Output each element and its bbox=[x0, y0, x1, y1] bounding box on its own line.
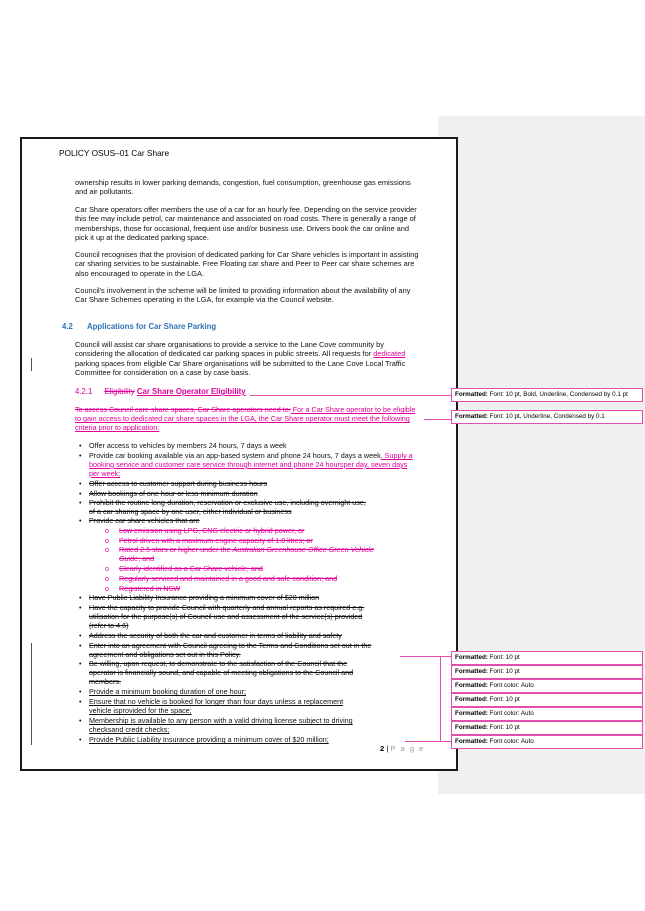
revision-connector bbox=[250, 395, 451, 396]
inserted-bullet-3: • Membership is available to any person with a valid driving license subject to driving bbox=[79, 716, 353, 725]
intro-inserted: For a Car Share operator to be eligible to gain access to dedicated car share spaces in the LGA, the Car Share operator must meet the following criteria prior to application: bbox=[75, 405, 416, 432]
revision-connector bbox=[405, 741, 451, 742]
page-header: POLICY OSUS–01 Car Share bbox=[59, 148, 170, 158]
revision-text: Font: 10 pt, Underline, Condensed by 0.1 bbox=[489, 413, 605, 420]
inserted-bullet-2-cont bbox=[89, 707, 192, 716]
inserted-bullet-1-text: Provide a minimum booking duration of one hour; bbox=[89, 687, 247, 696]
revision-text: Font: 10 pt bbox=[489, 724, 520, 731]
revision-text: Font: 10 pt, Bold, Underline, Condensed by 0.1 pt bbox=[489, 391, 628, 398]
subsection-number: 4.2.1 bbox=[75, 387, 93, 396]
revision-label: Formatted: bbox=[455, 391, 488, 398]
paragraph-4: Council's involvement in the scheme will be limited to providing information about the availability of any Car Share Schemes operating in the LGA, for example via the Council website. bbox=[75, 286, 411, 305]
paragraph-5 bbox=[75, 340, 423, 377]
revision-balloon-3[interactable] bbox=[451, 651, 643, 665]
revision-label: Formatted: bbox=[455, 413, 488, 420]
deleted-bullet-7-text: Address the security of both the car and customer in terms of liability and safety bbox=[89, 631, 342, 640]
section-title: Applications for Car Share Parking bbox=[87, 322, 217, 331]
p5-text-b: parking spaces from eligible Car Share organisations will be submitted to the Lane Cove Local Traffic Committee for consideration on a case by case basis. bbox=[75, 358, 406, 377]
deleted-bullet-9-line-2: operator is financially sound, and capable of meeting obligations to the Council and bbox=[89, 668, 354, 677]
revision-balloon-5[interactable] bbox=[451, 679, 643, 693]
revision-label: Formatted: bbox=[455, 738, 488, 745]
revision-balloon-7[interactable] bbox=[451, 707, 643, 721]
deleted-bullet-8-line-2: agreement and obligations set out in this Policy. bbox=[89, 650, 241, 659]
paragraph-3: Council recognises that the provision of dedicated parking for Car Share vehicles is important in assisting car sharing services to be sustainable. Free Floating car share and Peer to Peer car share schemes are also encouraged to operate in the LGA. bbox=[75, 250, 419, 278]
deleted-bullet-1-text: Offer access to customer support during business hours bbox=[89, 479, 268, 488]
change-bar-2 bbox=[31, 643, 32, 745]
sub-bullet-3-cont bbox=[119, 555, 154, 564]
page-word: P a g e bbox=[390, 744, 425, 753]
sub-bullet-1-text: Low emission using LPG, CNG electric or hybrid power, or bbox=[119, 526, 305, 535]
sub-bullet-3-tail: ; and bbox=[138, 554, 155, 563]
deleted-bullet-8: • Enter into an agreement with Council agreeing to the Terms and Conditions set out in the bbox=[79, 641, 372, 650]
revision-label: Formatted: bbox=[455, 724, 488, 731]
sub-bullet-6: o Registered in NSW bbox=[105, 584, 181, 593]
deleted-bullet-6-line-1: Have the capacity to provide Council with quarterly and annual reports as required e.g. bbox=[89, 603, 365, 612]
revision-balloon-2[interactable] bbox=[451, 410, 643, 424]
sub-bullet-6-text: Registered in NSW bbox=[119, 584, 181, 593]
inserted-bullet-2: • Ensure that no vehicle is booked for longer than four days unless a replacement bbox=[79, 697, 344, 706]
p5-inserted: dedicated bbox=[373, 349, 406, 359]
inserted-bullet-3-cont bbox=[89, 726, 169, 735]
deleted-bullet-2: • Allow bookings of one hour or less minimum duration bbox=[79, 489, 258, 498]
deleted-bullet-6-cont2 bbox=[89, 622, 129, 631]
revision-label: Formatted: bbox=[455, 668, 488, 675]
deleted-bullet-5-text: Have Public Liability Insurance providing a minimum cover of $20 million bbox=[89, 593, 320, 602]
deleted-bullet-9-cont2 bbox=[89, 678, 121, 687]
revision-balloon-6[interactable] bbox=[451, 693, 643, 707]
section-heading bbox=[62, 322, 216, 331]
deleted-bullet-9: • Be willing, upon request, to demonstrate to the satisfaction of the Council that the bbox=[79, 659, 348, 668]
bullet-2-text: Provide car booking available via an app-based system and phone 24 hours, 7 days a week bbox=[89, 451, 381, 460]
bullet-1-text: Offer access to vehicles by members 24 hours, 7 days a week bbox=[89, 441, 287, 450]
sub-bullet-4-text: Clearly identified as a Car Share vehicle; and bbox=[119, 564, 263, 573]
inserted-bullet-2-line-2: vehicle isprovided for the space; bbox=[89, 706, 192, 715]
section-number: 4.2 bbox=[62, 322, 73, 331]
revision-connector bbox=[424, 419, 451, 420]
revision-label: Formatted: bbox=[455, 654, 488, 661]
revision-label: Formatted: bbox=[455, 682, 488, 689]
deleted-bullet-9-line-3: members. bbox=[89, 677, 121, 686]
deleted-bullet-5: • Have Public Liability Insurance providing a minimum cover of $20 million bbox=[79, 593, 320, 602]
sub-bullet-2-text: Petrol driven with a maximum engine capacity of 1.8 litres; or bbox=[119, 536, 313, 545]
deleted-bullet-6: • Have the capacity to provide Council with quarterly and annual reports as required e.g. bbox=[79, 603, 365, 612]
revision-label: Formatted: bbox=[455, 696, 488, 703]
revision-text: Font color: Auto bbox=[489, 738, 534, 745]
revision-balloon-9[interactable] bbox=[451, 735, 643, 749]
deleted-bullet-6-cont bbox=[89, 613, 362, 622]
deleted-bullet-3-line-2: of a car sharing space by one user, either individual or business bbox=[89, 507, 292, 516]
deleted-bullet-1: • Offer access to customer support during business hours bbox=[79, 479, 268, 488]
deleted-bullet-6-line-3: (refer to 4.6) bbox=[89, 621, 129, 630]
revision-label: Formatted: bbox=[455, 710, 488, 717]
deleted-bullet-3: • Prohibit the routine long-duration, reservation or exclusive use, including overnight use, bbox=[79, 498, 366, 507]
sub-bullet-1: o Low emission using LPG, CNG electric or hybrid power, or bbox=[105, 526, 305, 535]
deleted-bullet-6-line-2: utilisation for the purpose(s) of Council use and assessment of the service(s) provided bbox=[89, 612, 363, 621]
revision-balloon-8[interactable] bbox=[451, 721, 643, 735]
deleted-bullet-9-line-1: Be willing, upon request, to demonstrate to the satisfaction of the Council that the bbox=[89, 659, 348, 668]
revision-text: Font color: Auto bbox=[489, 682, 534, 689]
inserted-bullet-3-line-1: Membership is available to any person with a valid driving license subject to driving bbox=[89, 716, 353, 725]
change-bar bbox=[31, 358, 32, 371]
deleted-bullet-2-text: Allow bookings of one hour or less minimum duration bbox=[89, 489, 258, 498]
inserted-bullet-4: • Provide Public Liability Insurance providing a minimum cover of $20 million; bbox=[79, 735, 329, 744]
sub-bullet-4: o Clearly identified as a Car Share vehicle; and bbox=[105, 564, 263, 573]
sub-bullet-5: o Regularly serviced and maintained in a good and safe condition; and bbox=[105, 574, 338, 583]
revision-connector bbox=[440, 656, 441, 741]
sub-bullet-3-text: Rated 2.5 stars or higher under the bbox=[119, 545, 233, 554]
sub-bullet-3-italic: Australian Greenhouse Office Green Vehicle bbox=[232, 545, 375, 554]
revision-text: Font: 10 pt bbox=[489, 696, 520, 703]
intro-paragraph bbox=[75, 405, 423, 432]
inserted-bullet-2-line-1: Ensure that no vehicle is booked for longer than four days unless a replacement bbox=[89, 697, 344, 706]
sub-bullet-5-text: Regularly serviced and maintained in a good and safe condition; and bbox=[119, 574, 338, 583]
page-number-value: 2 bbox=[380, 744, 385, 753]
deleted-bullet-4: • Provide car share vehicles that are bbox=[79, 516, 200, 525]
paragraph-2: Car Share operators offer members the use of a car for an hourly fee. Depending on the service provider this fee may include petrol, car maintenance and associated on road costs. There is generally a range of memberships, those for occasional, frequent use and/or business use. Drivers book the car online and pick it up at the dedicated parking space. bbox=[75, 205, 417, 242]
deleted-bullet-4-text: Provide car share vehicles that are bbox=[89, 516, 200, 525]
sub-bullet-2: o Petrol driven with a maximum engine capacity of 1.8 litres; or bbox=[105, 536, 313, 545]
deleted-bullet-9-cont bbox=[89, 669, 353, 678]
p5-text-a: Council will assist car share organisations to provide a service to the Lane Cove community by considering the allocation of dedicated car parking spaces in public streets. All requests for bbox=[75, 340, 384, 359]
deleted-bullet-3-line-1: Prohibit the routine long-duration, reservation or exclusive use, including overnight use, bbox=[89, 498, 366, 507]
bullet-1: • Offer access to vehicles by members 24 hours, 7 days a week bbox=[79, 441, 287, 450]
sub-bullet-3: o Rated 2.5 stars or higher under the Australian Greenhouse Office Green Vehicle bbox=[105, 545, 375, 554]
revision-balloon-4[interactable] bbox=[451, 665, 643, 679]
page-separator: | bbox=[386, 744, 389, 753]
bullet-2-inserted: . Supply a booking service and customer care service through internet and phone 24 hoursper day, seven days per week; bbox=[89, 451, 413, 478]
deleted-bullet-7: • Address the security of both the car and customer in terms of liability and safety bbox=[79, 631, 342, 640]
revision-text: Font: 10 pt bbox=[489, 654, 520, 661]
subsection-deleted: Eligibility bbox=[104, 387, 135, 396]
page-number bbox=[380, 744, 425, 753]
revision-text: Font: 10 pt bbox=[489, 668, 520, 675]
revision-text: Font color: Auto bbox=[489, 710, 534, 717]
deleted-bullet-8-line-1: Enter into an agreement with Council agreeing to the Terms and Conditions set out in the bbox=[89, 641, 372, 650]
sub-bullet-3-guide: Guide bbox=[119, 554, 139, 563]
inserted-bullet-1: • Provide a minimum booking duration of one hour; bbox=[79, 687, 247, 696]
inserted-bullet-3-line-2: checksand credit checks; bbox=[89, 725, 170, 734]
revision-balloon-1[interactable] bbox=[451, 388, 643, 402]
inserted-bullet-4-text: Provide Public Liability Insurance providing a minimum cover of $20 million; bbox=[89, 735, 329, 744]
revision-connector bbox=[400, 656, 451, 657]
intro-deleted: To access Council care share spaces, Car Share operators need to: bbox=[75, 405, 291, 414]
bullet-2: • Provide car booking available via an app-based system and phone 24 hours, 7 days a week. Supply a booking service and customer care service through internet and phone 24 hoursper day, seven days per week; bbox=[79, 451, 413, 478]
paragraph-1: ownership results in lower parking demands, congestion, fuel consumption, greenhouse gas emissions and air pollutants. bbox=[75, 178, 411, 197]
subsection-title: Car Share Operator Eligibility bbox=[136, 387, 246, 396]
